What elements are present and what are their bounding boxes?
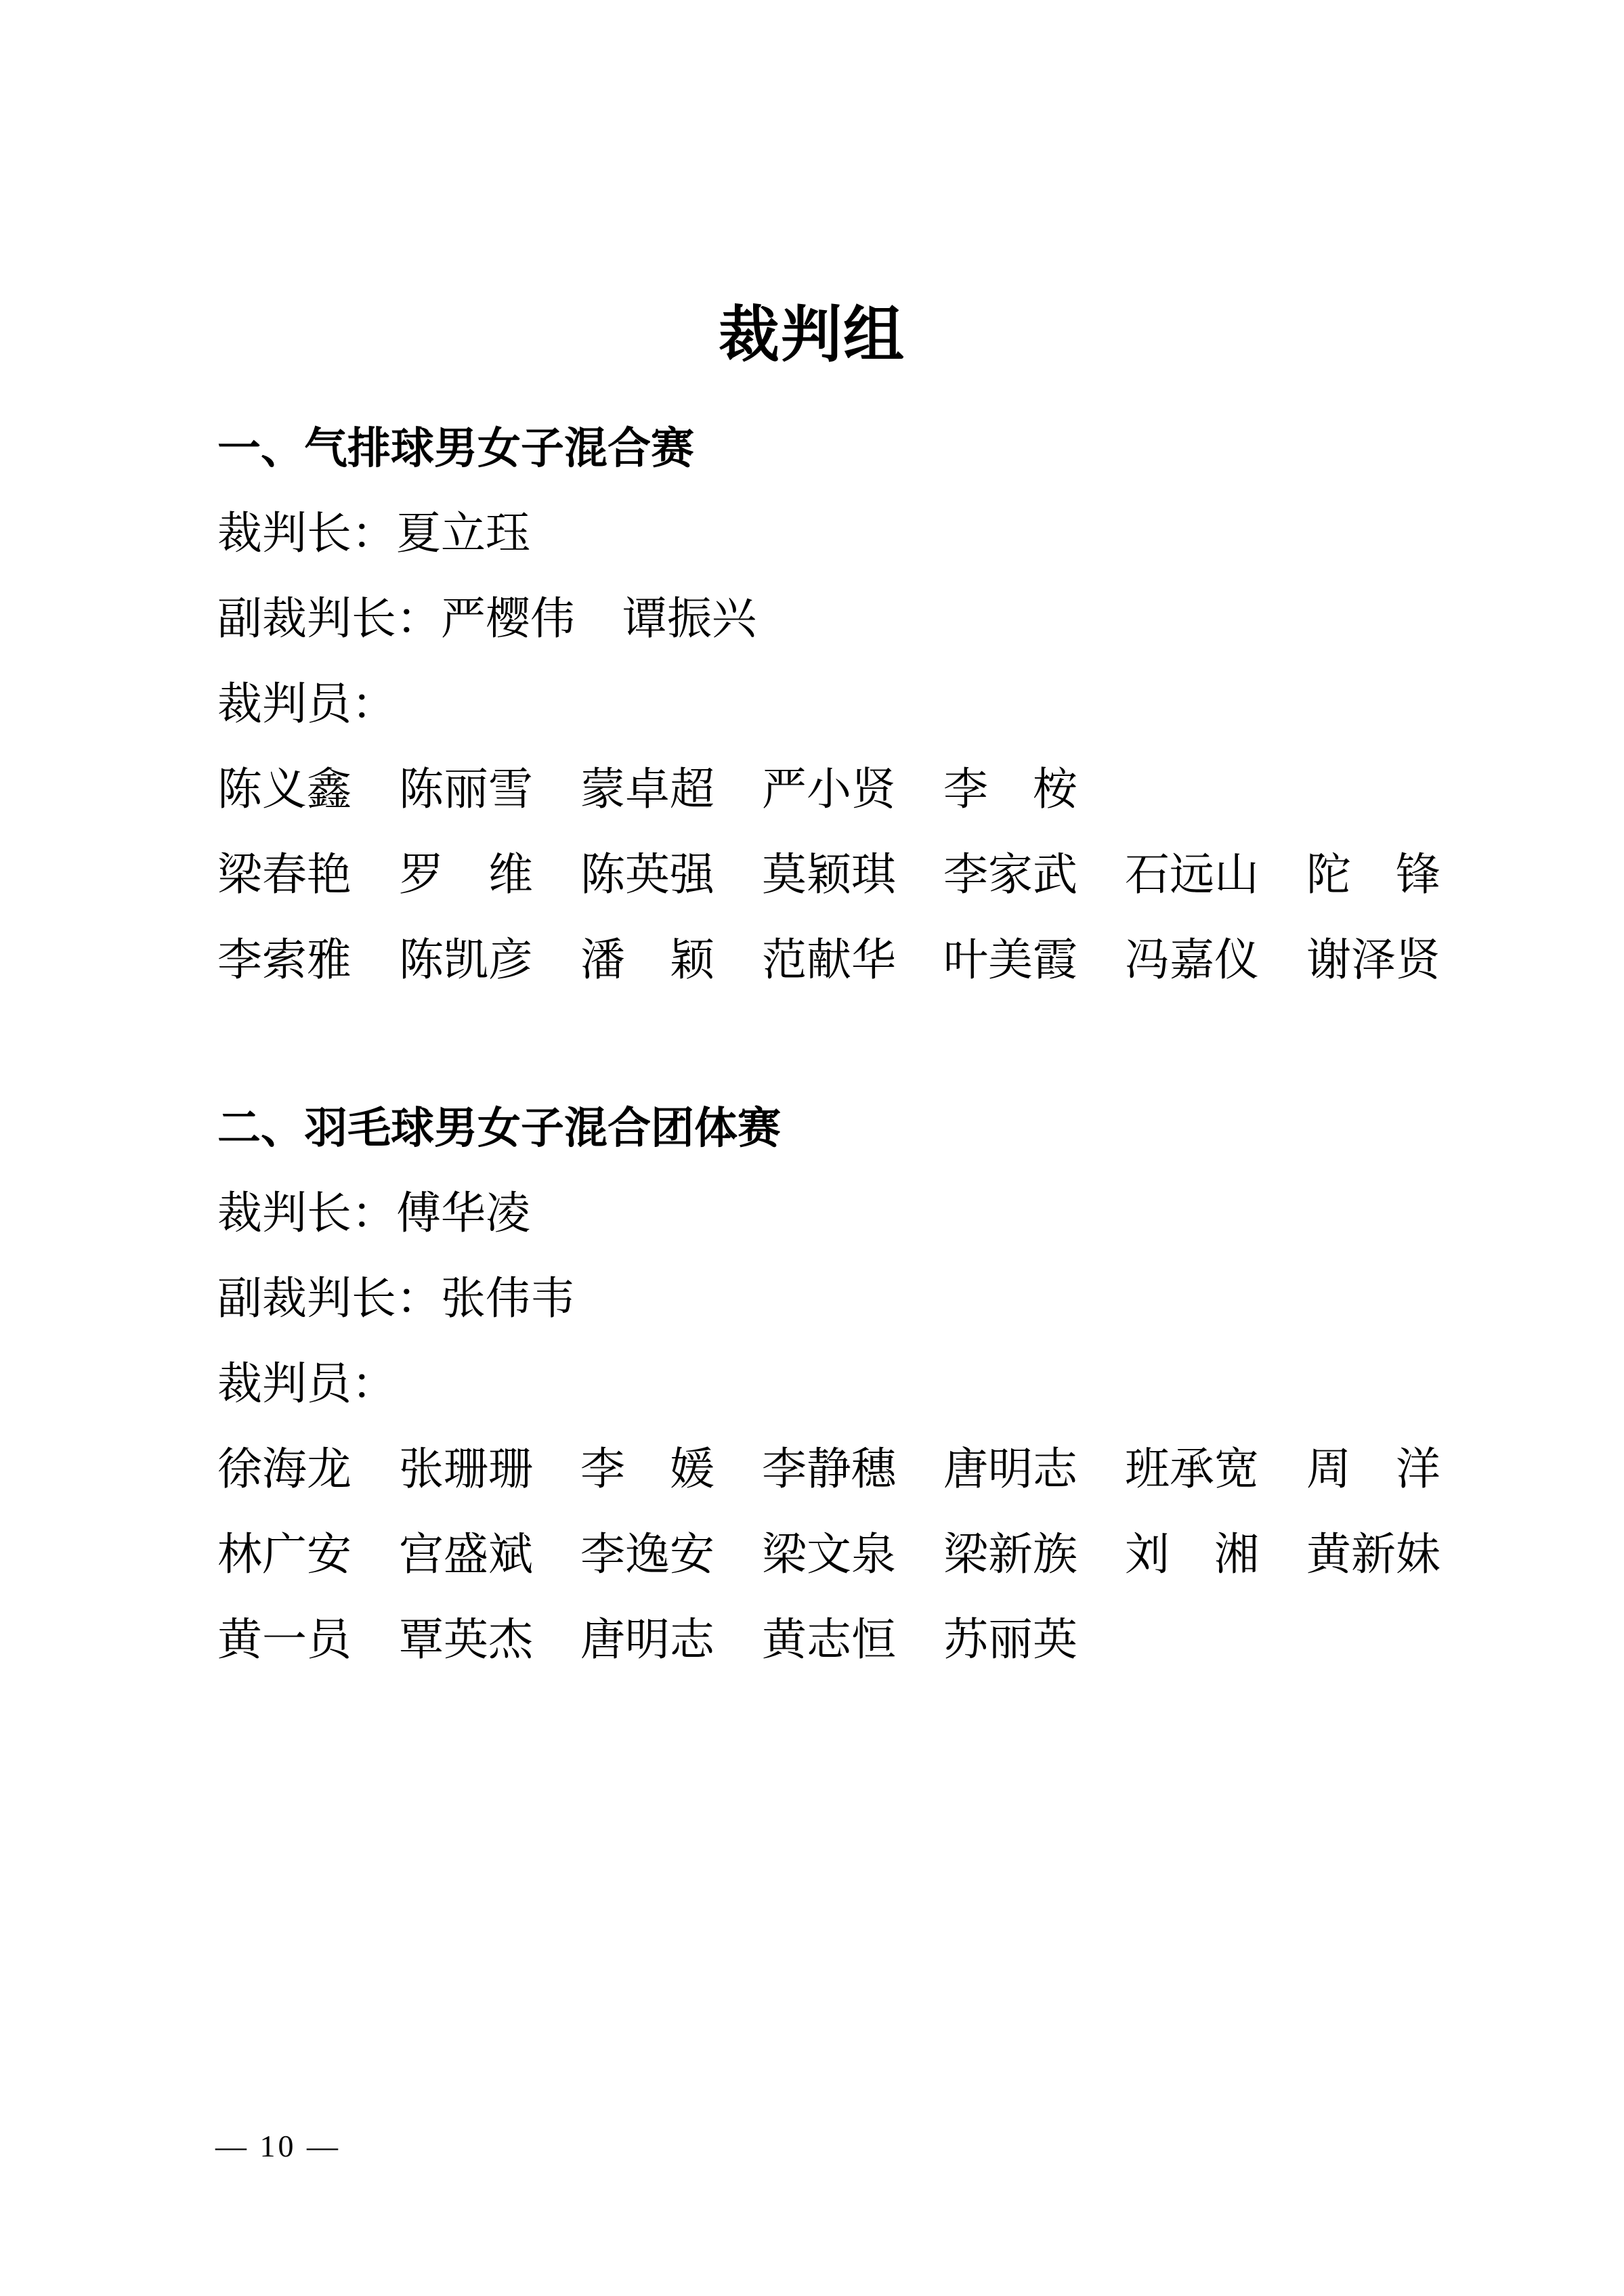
- person-name: 黄新妹: [1306, 1530, 1440, 1580]
- person-name: 潘 颖: [580, 936, 714, 985]
- section-badminton: [217, 1104, 1440, 1683]
- person-name: 李逸安: [580, 1530, 714, 1580]
- person-name: 李 桉: [943, 765, 1077, 815]
- deputy-referee-line: [217, 577, 1428, 662]
- person-name: 梁文泉: [762, 1530, 896, 1580]
- referee-row: [217, 918, 1440, 1003]
- referees-label: 裁判员：: [217, 680, 396, 729]
- page-number: — 10 —: [215, 2129, 341, 2163]
- person-name: 谢泽贤: [1306, 936, 1440, 985]
- referee-row: [217, 748, 1428, 833]
- person-name: 林广安: [217, 1530, 351, 1580]
- chief-referee-label: 裁判长：: [217, 1189, 396, 1238]
- person-name: 陈丽雪: [399, 765, 533, 815]
- person-name: 宫盛斌: [399, 1530, 533, 1580]
- person-name: 徐海龙: [217, 1445, 351, 1494]
- person-name: 范献华: [762, 936, 896, 985]
- chief-referee-name: 傅华凌: [396, 1189, 530, 1238]
- person-name: 严小贤: [762, 765, 896, 815]
- deputy-referee-names: [441, 594, 756, 644]
- referees-label: 裁判员：: [217, 1360, 396, 1409]
- person-name: 周 洋: [1306, 1445, 1440, 1494]
- referee-row: [217, 1427, 1440, 1513]
- person-name: 叶美霞: [943, 936, 1077, 985]
- referee-rows: [217, 748, 1440, 1003]
- person-name: 苏丽英: [943, 1616, 1077, 1665]
- person-name: 黄志恒: [762, 1616, 896, 1665]
- referee-rows: [217, 1427, 1440, 1683]
- person-name: 唐明志: [943, 1445, 1077, 1494]
- referee-row: [217, 1598, 1428, 1683]
- section-heading: 二、羽毛球男女子混合团体赛: [217, 1104, 781, 1152]
- deputy-referee-label: 副裁判长：: [217, 594, 441, 644]
- person-name: 梁新族: [943, 1530, 1077, 1580]
- person-name: 李 媛: [580, 1445, 714, 1494]
- person-name: 唐明志: [580, 1616, 714, 1665]
- section-body: [217, 1171, 1440, 1683]
- person-name: 梁春艳: [217, 850, 351, 900]
- section-volleyball: [217, 424, 1440, 1003]
- person-name: 刘 湘: [1125, 1530, 1259, 1580]
- chief-referee-label: 裁判长：: [217, 509, 396, 559]
- referee-row: [217, 1513, 1440, 1598]
- person-name: 蒙卓超: [580, 765, 714, 815]
- person-name: 罗 维: [399, 850, 533, 900]
- referees-label-line: [217, 662, 1428, 748]
- person-name: 陈英强: [580, 850, 714, 900]
- person-name: 陀 锋: [1306, 850, 1440, 900]
- person-name: 严樱伟: [441, 594, 575, 644]
- person-name: 石远山: [1125, 850, 1259, 900]
- deputy-referee-names: [441, 1274, 575, 1324]
- person-name: 冯嘉仪: [1125, 936, 1259, 985]
- person-name: 班承宽: [1125, 1445, 1259, 1494]
- person-name: 陈凯彦: [399, 936, 533, 985]
- person-name: 张珊珊: [399, 1445, 533, 1494]
- person-name: 李静穗: [762, 1445, 896, 1494]
- person-name: 李索雅: [217, 936, 351, 985]
- person-name: 覃英杰: [399, 1616, 533, 1665]
- chief-referee-line: [217, 492, 1428, 577]
- person-name: 李家武: [943, 850, 1077, 900]
- referees-label-line: [217, 1342, 1428, 1427]
- deputy-referee-line: [217, 1257, 1428, 1342]
- document-content: [0, 425, 1624, 1683]
- person-name: 莫颖琪: [762, 850, 896, 900]
- person-name: 陈义鑫: [217, 765, 351, 815]
- chief-referee-line: [217, 1171, 1428, 1257]
- section-heading: 一、气排球男女子混合赛: [217, 424, 694, 473]
- section-body: [217, 492, 1440, 1003]
- referee-row: [217, 833, 1440, 918]
- page-title: 裁判组: [719, 302, 905, 369]
- person-name: 黄一员: [217, 1616, 351, 1665]
- person-name: 张伟韦: [441, 1274, 575, 1324]
- chief-referee-name: 夏立珏: [396, 509, 530, 559]
- deputy-referee-label: 副裁判长：: [217, 1274, 441, 1324]
- person-name: 谭振兴: [622, 594, 756, 644]
